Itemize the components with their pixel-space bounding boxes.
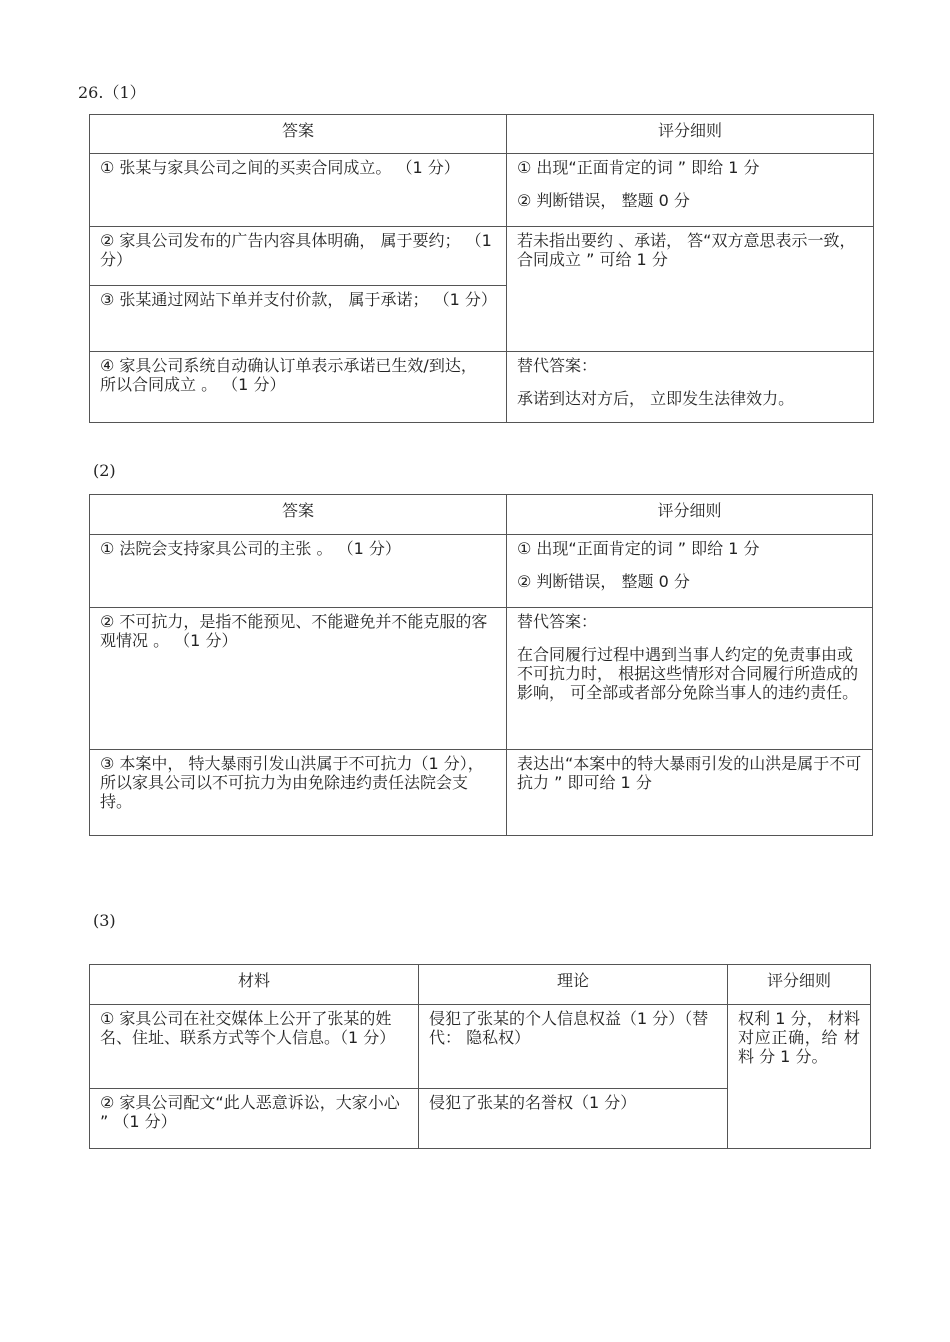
scoring-text: 表达出“本案中的特大暴雨引发的山洪是属于不可抗力 ” 即可给 1 分 [517,754,862,792]
answer-table-2 [89,494,873,836]
table-row [90,608,873,750]
answer-table-1 [89,114,874,423]
header-scoring: 评分细则 [728,965,871,1005]
scoring-text: ① 出现“正面肯定的词 ” 即给 1 分 [517,158,760,177]
table-header-row [90,115,874,154]
scoring-cell [507,154,874,227]
header-answer: 答案 [90,495,507,535]
table-header-row [90,965,871,1005]
answer-cell [90,535,507,608]
scoring-cell [728,1005,871,1149]
theory-cell [419,1005,728,1089]
table-row [90,227,874,286]
answer-text: ③ 张某通过网站下单并支付价款， 属于承诺； （1 分） [100,290,497,309]
scoring-text: ② 判断错误， 整题 0 分 [517,191,690,210]
header-material: 材料 [90,965,419,1005]
table-row [90,750,873,836]
scoring-cell [507,227,874,352]
table-row [90,154,874,227]
question-label-3: (3) [93,911,116,930]
answer-cell [90,608,507,750]
scoring-text: 承诺到达对方后， 立即发生法律效力。 [517,389,795,408]
question-label-2: (2) [93,461,116,480]
scoring-text: 替代答案： [517,612,598,631]
scoring-text: 权利 1 分， 材料对应正确，给 材 料 分 1 分。 [738,1009,860,1066]
scoring-cell [507,750,873,836]
header-scoring: 评分细则 [507,495,873,535]
answer-text: ③ 本案中， 特大暴雨引发山洪属于不可抗力（1 分）， 所以家具公司以不可抗力为由免除违约责任法院会支持。 [100,754,484,811]
scoring-text: 替代答案： [517,356,598,375]
answer-text: ① 法院会支持家具公司的主张 。 （1 分） [100,539,401,558]
answer-cell [90,227,507,286]
scoring-text: 在合同履行过程中遇到当事人约定的免责事由或不可抗力时， 根据这些情形对合同履行所造成的影响， 可全部或者部分免除当事人的违约责任。 [517,645,859,702]
answer-cell [90,286,507,352]
header-answer: 答案 [90,115,507,154]
table-row [90,1005,871,1089]
header-scoring: 评分细则 [507,115,874,154]
theory-text: 侵犯了张某的名誉权（1 分） [429,1093,637,1112]
material-text: ① 家具公司在社交媒体上公开了张某的姓名、住址、联系方式等个人信息。（1 分） [100,1009,396,1047]
answer-text: ② 不可抗力，是指不能预见、不能避免并不能克服的客观情况 。 （1 分） [100,612,488,650]
answer-cell [90,352,507,423]
theory-text: 侵犯了张某的个人信息权益（1 分）（替代： 隐私权） [429,1009,709,1047]
header-theory: 理论 [419,965,728,1005]
scoring-text: ① 出现“正面肯定的词 ” 即给 1 分 [517,539,760,558]
theory-cell [419,1089,728,1149]
answer-text: ④ 家具公司系统自动确认订单表示承诺已生效/到达， 所以合同成立 。 （1 分） [100,356,477,394]
question-label-1: 26.（1） [78,83,146,102]
table-header-row [90,495,873,535]
table-row [90,352,874,423]
answer-table-3 [89,964,871,1149]
answer-cell [90,154,507,227]
scoring-cell [507,608,873,750]
material-cell [90,1089,419,1149]
answer-text: ② 家具公司发布的广告内容具体明确， 属于要约； （1 分） [100,231,492,269]
scoring-text: ② 判断错误， 整题 0 分 [517,572,690,591]
answer-text: ① 张某与家具公司之间的买卖合同成立。 （1 分） [100,158,460,177]
answer-cell [90,750,507,836]
material-text: ② 家具公司配文“此人恶意诉讼，大家小心 ” （1 分） [100,1093,400,1131]
material-cell [90,1005,419,1089]
scoring-cell [507,352,874,423]
scoring-cell [507,535,873,608]
scoring-text: 若未指出要约 、承诺， 答“双方意思表示一致， 合同成立 ” 可给 1 分 [517,231,856,269]
table-row [90,535,873,608]
